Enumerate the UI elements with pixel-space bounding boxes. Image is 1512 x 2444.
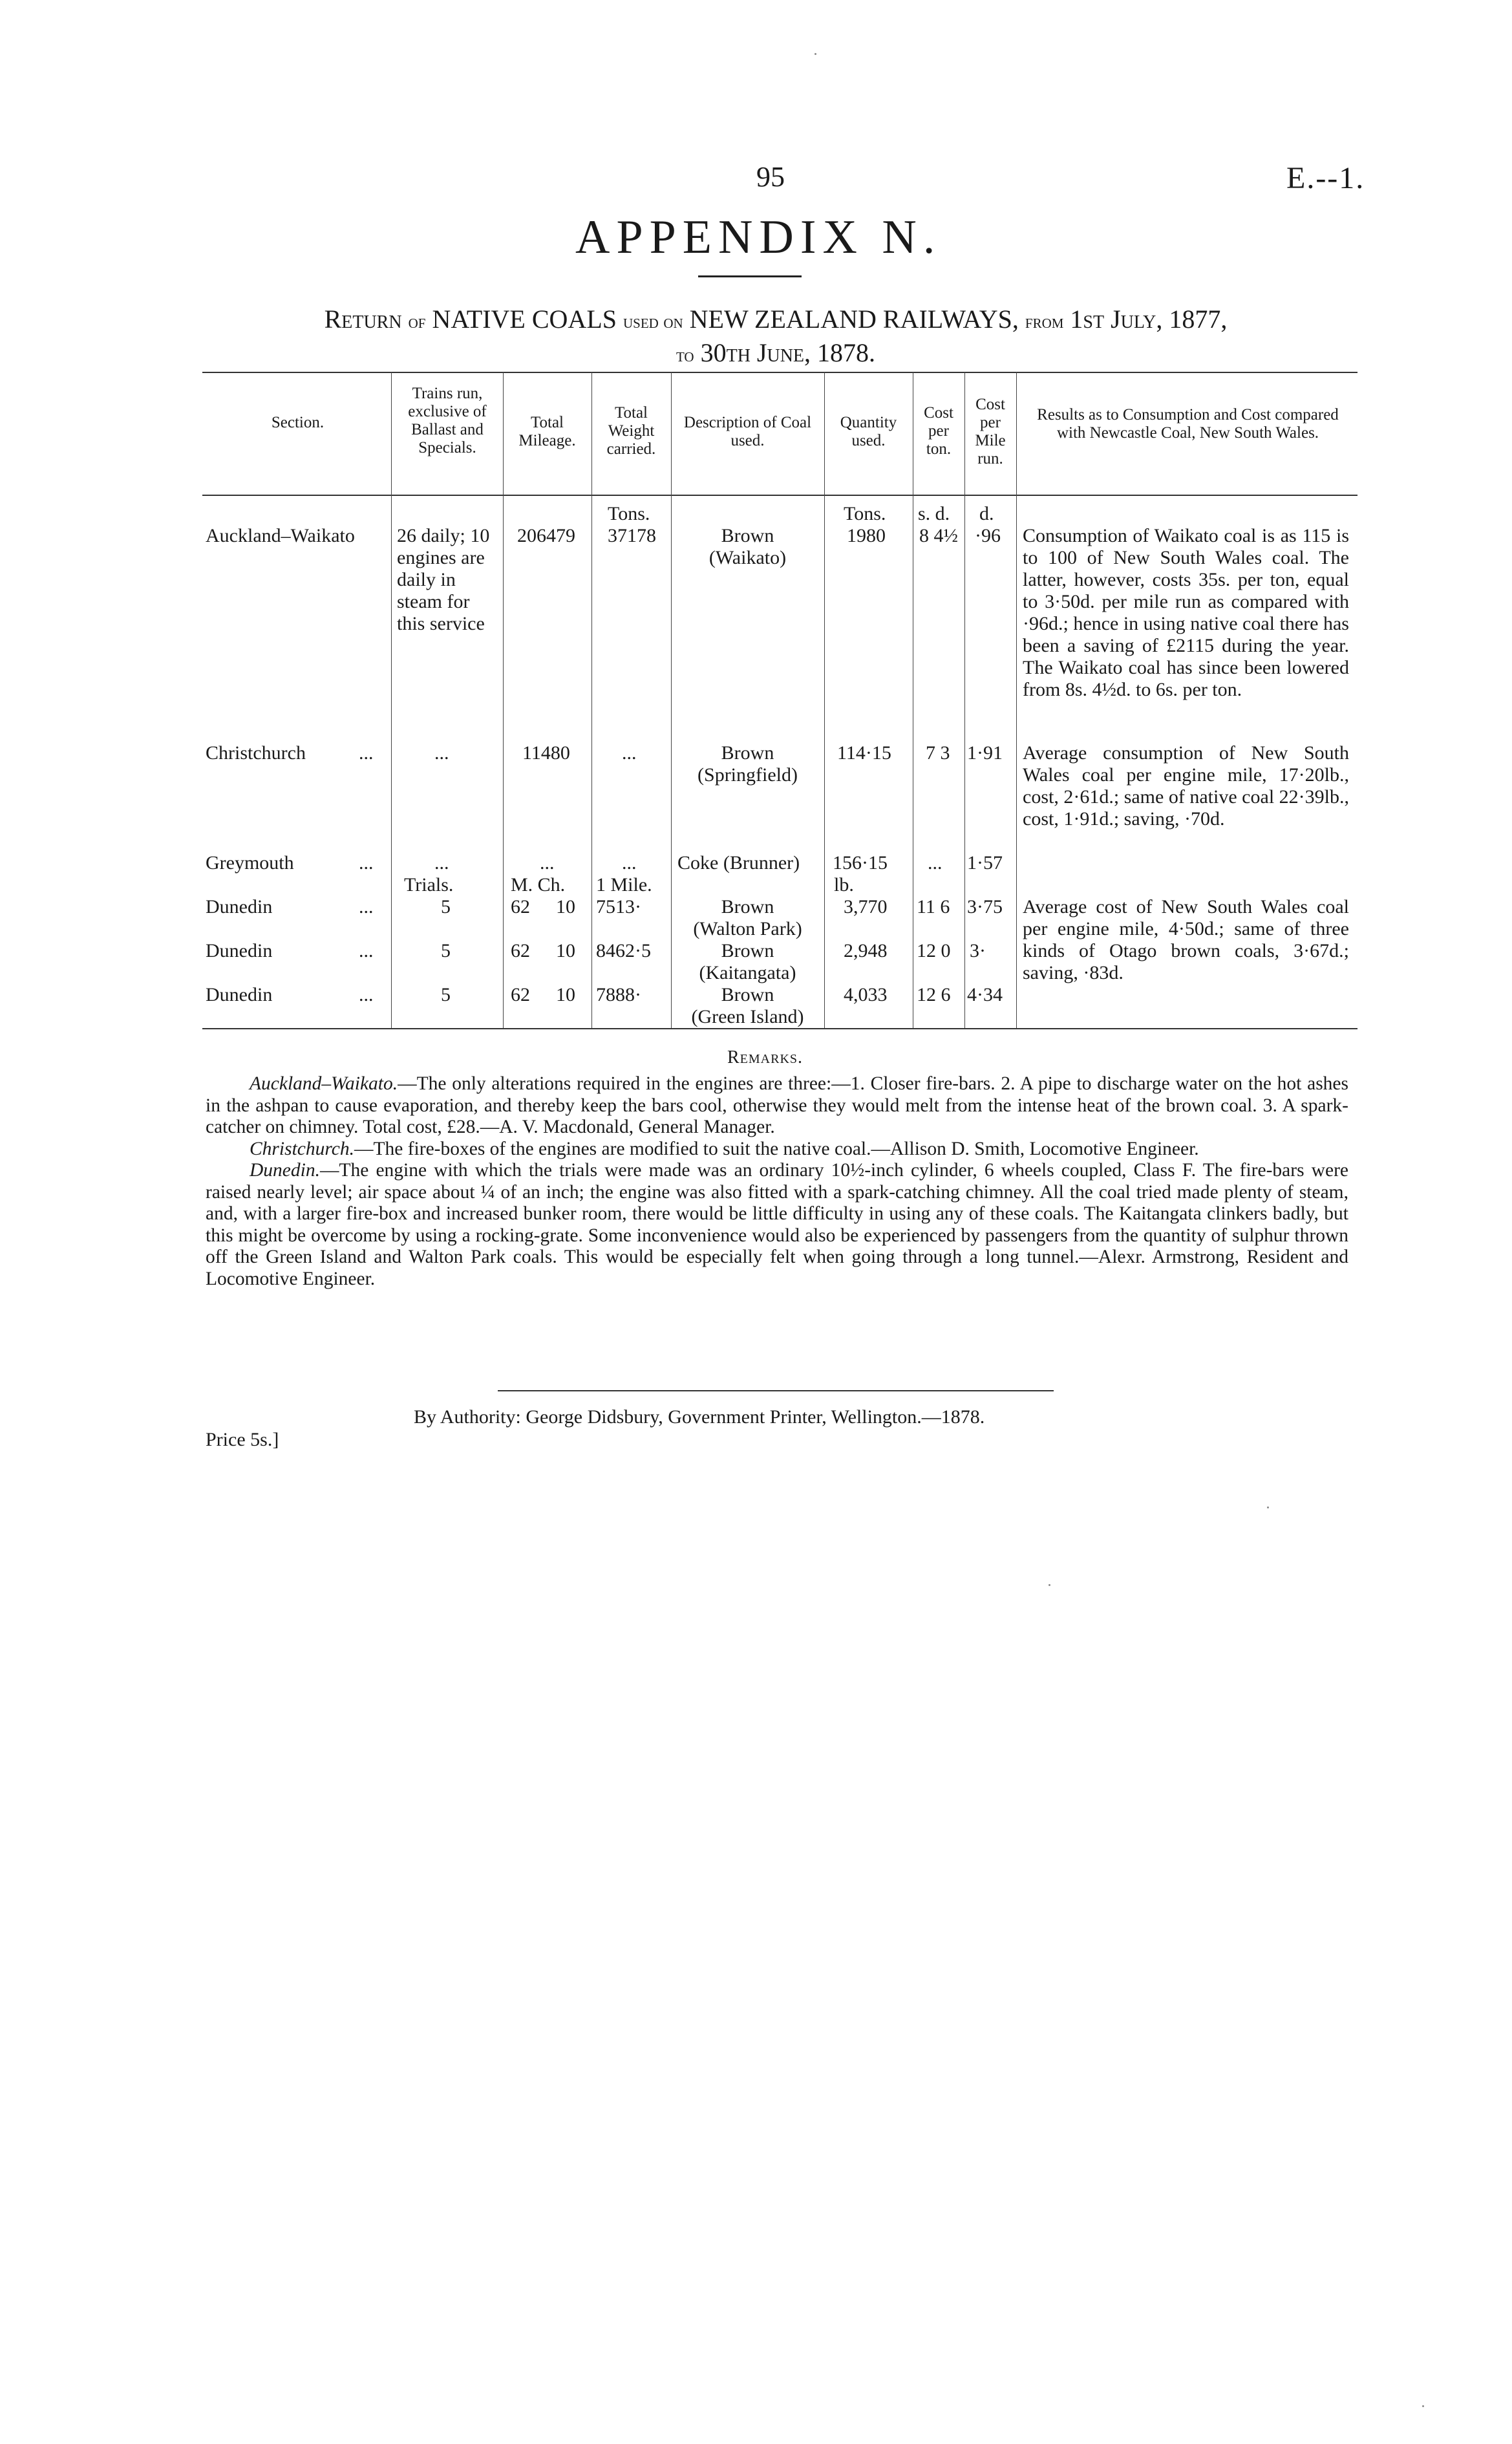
cell-results: Average consumption of New South Wales coal per engine mile, 17·20lb., cost, 2·61d.; same of native coal 22·39lb., cost, 1·91d.; saving, ·70d. (1023, 742, 1349, 830)
cell-mileage-chains: 10 (556, 984, 575, 1005)
cell-quantity: 3,770 (844, 896, 888, 917)
printer-authority: By Authority: George Didsbury, Government Printer, Wellington.—1878. (414, 1406, 985, 1428)
cell-trains: ... (434, 852, 449, 874)
cell-mileage-miles: 62 (511, 984, 530, 1005)
table-header-rule (202, 495, 1358, 496)
title-rule (698, 275, 802, 277)
cell-quantity: 2,948 (844, 940, 888, 961)
cell-cost-mile: 1·57 (967, 852, 1003, 874)
appendix-title: APPENDIX N. (575, 211, 942, 264)
header-mileage: Total Mileage. (518, 414, 576, 449)
scan-speck (1049, 1584, 1050, 1586)
unit-trials: Trials. (404, 874, 454, 895)
header-quantity: Quantity used. (840, 414, 897, 449)
cell-cost-mile: 3· (970, 940, 986, 961)
cell-weight: 8462·5 (596, 940, 651, 961)
remark-lead: Christchurch. (250, 1138, 354, 1159)
cell-description-sub: (Springfield) (697, 764, 798, 786)
scan-speck (815, 53, 816, 55)
column-divider (1016, 372, 1017, 1028)
remark-lead: Auckland–Waikato. (250, 1073, 398, 1094)
unit-one-mile: 1 Mile. (596, 874, 652, 895)
cell-cost-ton: 12 0 (917, 940, 951, 961)
cell-results: Consumption of Waikato coal is as 115 is to 100 of New South Wales coal. The latter, however, costs 35s. per ton, equal to 3·50d. per mile run as compared with ·96d.; hence in using native coal there has been a saving of £2115 during the year. The Waikato coal has since been lowered from 8s. 4½d. to 6s. per ton. (1023, 525, 1349, 700)
unit-cost-ton: s. d. (918, 503, 950, 524)
cell-cost-ton: 11 6 (917, 896, 950, 917)
cell-mileage: ... (540, 852, 555, 874)
remark-text: —The engine with which the trials were made was an ordinary 10½-inch cylinder, 6 wheels coupled, Class F. The fire-bars were raised nearly level; air space about ¼ of an inch; the engine was also fitted with a spark-catching chimney. All the coal tried made plenty of steam, and, with a larger fire-box and increased bunker room, there would be little difficulty in using any of these coals. The Kaitangata clinkers badly, but this might be overcome by using a rocking-grate. Some inconvenience would also be experienced by passengers from the quantity of sulphur thrown off the Green Island and Walton Park coals. This would be especially felt when going through a long tunnel.—Alexr. Armstrong, Resident and Locomotive Engineer. (206, 1160, 1348, 1289)
cell-trains: 5 (441, 896, 451, 917)
cell-description: Brown (721, 984, 774, 1005)
footer-rule (498, 1390, 1054, 1391)
cell-description-sub: (Kaitangata) (699, 962, 796, 983)
cell-section: Dunedin (206, 896, 273, 917)
cell-quantity: 4,033 (844, 984, 888, 1005)
cell-weight: ... (622, 852, 637, 874)
scan-speck (1267, 1506, 1269, 1508)
cell-trains: 26 daily; 10 engines are daily in steam for this service (397, 525, 490, 634)
cell-trains: ... (434, 742, 449, 764)
title-date2: 30th June, 1878. (700, 338, 876, 367)
cell-description: Brown (721, 525, 774, 546)
header-cost-per-ton: Cost per ton. (924, 404, 953, 458)
cell-leader-dots: ... (359, 742, 374, 764)
cell-mileage: 206479 (517, 525, 575, 546)
cell-description-sub: (Walton Park) (693, 918, 802, 939)
title-part3: NEW ZEALAND RAILWAYS, (689, 305, 1019, 334)
cell-quantity: 1980 (847, 525, 886, 546)
remark-text: —The only alterations required in the engines are three:—1. Closer fire-bars. 2. A pipe to discharge water on the hot ashes in the ashpan to cause evaporation, and thereby keep the bars cool, otherwise they would melt from the intense heat of the brown coal. 3. A spark-catcher on chimney. Total cost, £28.—A. V. Macdonald, General Manager. (206, 1073, 1348, 1137)
title-used-on: used on (623, 311, 683, 332)
header-results: Results as to Consumption and Cost compared with Newcastle Coal, New South Wales. (1037, 406, 1339, 442)
price: Price 5s.] (206, 1429, 279, 1450)
scan-speck (1422, 2405, 1424, 2407)
cell-description: Brown (721, 896, 774, 917)
header-weight: Total Weight carried. (606, 404, 656, 458)
cell-mileage-miles: 62 (511, 896, 530, 917)
cell-description: Coke (Brunner) (677, 852, 800, 874)
header-section: Section. (271, 414, 325, 431)
cell-mileage-chains: 10 (556, 940, 575, 961)
document-code: E.--1. (1286, 161, 1365, 195)
cell-mileage-miles: 62 (511, 940, 530, 961)
cell-cost-ton: ... (928, 852, 942, 874)
table-top-rule (202, 372, 1358, 373)
cell-weight: 37178 (608, 525, 656, 546)
remarks-body (206, 1073, 1348, 1290)
cell-description-sub: (Waikato) (708, 547, 787, 568)
cell-section: Dunedin (206, 940, 273, 961)
page-number: 95 (756, 161, 785, 193)
title-to: to (676, 345, 694, 366)
cell-section: Christchurch (206, 742, 306, 764)
table-bottom-rule (202, 1028, 1358, 1029)
cell-weight: 7888· (596, 984, 641, 1005)
column-divider (671, 372, 672, 1028)
remark-dunedin (206, 1160, 1348, 1290)
column-divider (964, 372, 965, 1028)
column-divider (503, 372, 504, 1028)
cell-description: Brown (721, 940, 774, 961)
cell-quantity-unit: lb. (834, 874, 854, 895)
unit-weight: Tons. (608, 503, 650, 524)
return-title (194, 304, 1358, 371)
remark-christchurch (206, 1139, 1348, 1161)
header-description: Description of Coal used. (683, 414, 812, 449)
cell-weight: 7513· (596, 896, 641, 917)
unit-miles-chains: M. Ch. (511, 874, 566, 895)
cell-leader-dots: ... (359, 940, 374, 961)
title-date1: 1st July, 1877, (1070, 305, 1228, 334)
cell-mileage: 11480 (522, 742, 570, 764)
cell-cost-mile: 3·75 (967, 896, 1003, 917)
unit-quantity: Tons. (844, 503, 886, 524)
remark-text: —The fire-boxes of the engines are modified to suit the native coal.—Allison D. Smith, Locomotive Engineer. (354, 1138, 1199, 1159)
cell-trains: 5 (441, 940, 451, 961)
cell-cost-mile: ·96 (975, 525, 1001, 546)
cell-quantity: 156·15 (833, 852, 888, 874)
header-trains: Trains run, exclusive of Ballast and Specials. (408, 385, 487, 456)
unit-cost-mile: d. (979, 503, 994, 524)
title-of: of (408, 311, 426, 332)
remark-lead: Dunedin. (250, 1160, 320, 1181)
cell-section: Dunedin (206, 984, 273, 1005)
cell-leader-dots: ... (359, 984, 374, 1005)
column-divider (824, 372, 825, 1028)
cell-results: Average cost of New South Wales coal per engine mile, 4·50d.; same of three kinds of Otago brown coals, 3·67d.; saving, ·83d. (1023, 896, 1349, 983)
cell-leader-dots: ... (359, 852, 374, 874)
cell-cost-mile: 1·91 (967, 742, 1003, 764)
cell-trains: 5 (441, 984, 451, 1005)
cell-leader-dots: ... (359, 896, 374, 917)
title-part2: NATIVE COALS (432, 305, 617, 334)
title-part1: Return (324, 305, 402, 334)
remark-auckland (206, 1073, 1348, 1139)
column-divider (391, 372, 392, 1028)
cell-quantity: 114·15 (837, 742, 891, 764)
cell-cost-mile: 4·34 (967, 984, 1003, 1005)
cell-section: Auckland–Waikato (206, 525, 355, 546)
cell-cost-ton: 7 3 (926, 742, 950, 764)
cell-section: Greymouth (206, 852, 294, 874)
cell-description: Brown (721, 742, 774, 764)
header-cost-per-mile: Cost per Mile run. (975, 396, 1006, 467)
cell-mileage-chains: 10 (556, 896, 575, 917)
cell-weight: ... (622, 742, 637, 764)
remarks-heading: Remarks. (727, 1047, 804, 1067)
title-from: from (1025, 311, 1064, 332)
cell-description-sub: (Green Island) (691, 1006, 804, 1027)
column-divider (591, 372, 592, 1028)
cell-cost-ton: 8 4½ (919, 525, 958, 546)
cell-cost-ton: 12 6 (917, 984, 951, 1005)
